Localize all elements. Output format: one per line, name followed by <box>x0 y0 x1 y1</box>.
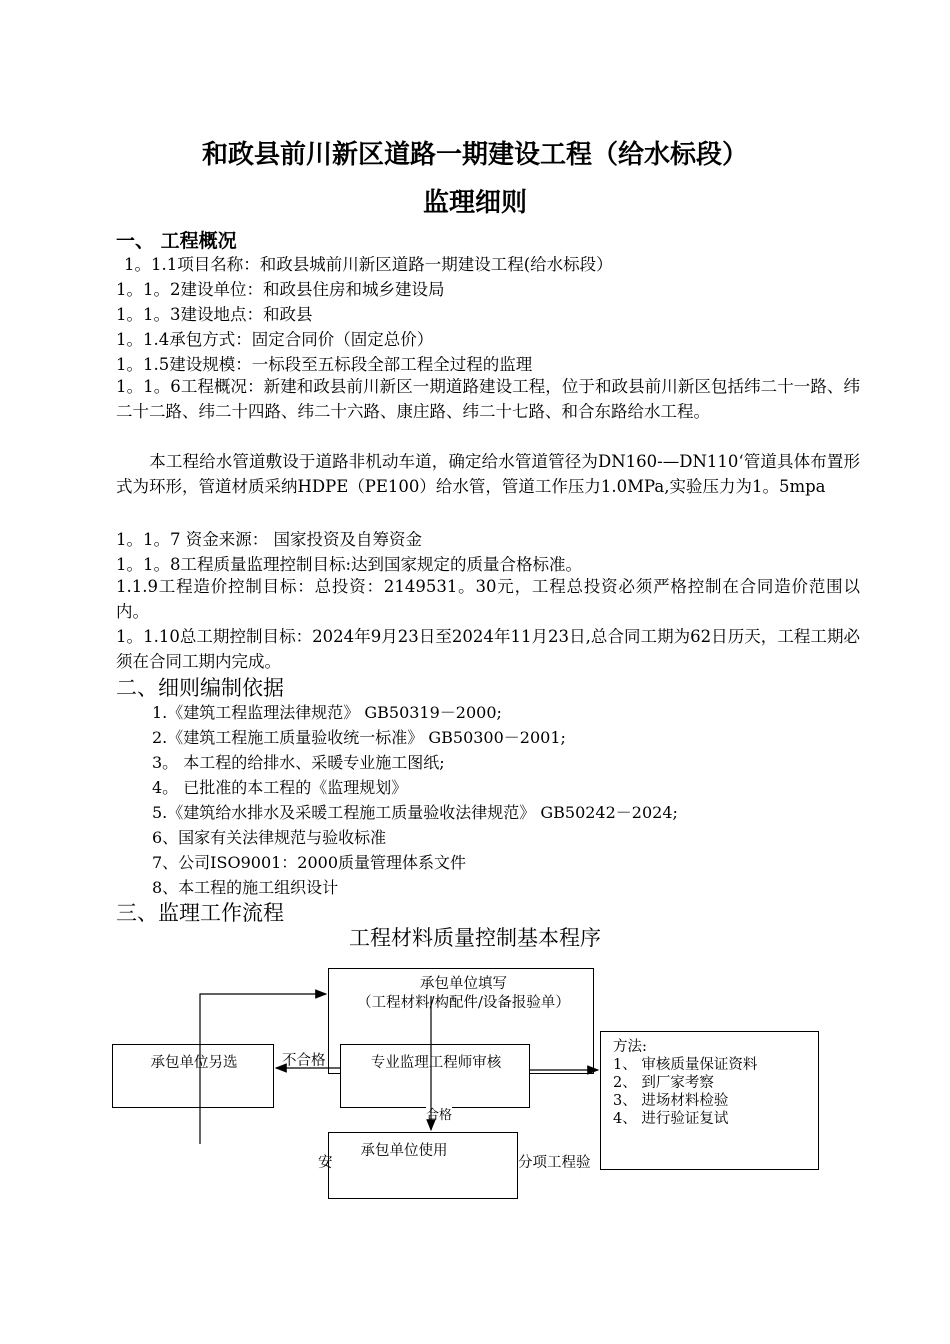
scale-line: 1。1.5建设规模：一标段至五标段全部工程全过程的监理 <box>116 355 533 374</box>
engineer-review-text: 专业监理工程师审核 <box>370 1055 502 1071</box>
basis-item: 5.《建筑给水排水及采暖工程施工质量验收法律规范》 GB50242－2024; <box>152 803 678 822</box>
section-heading-overview: 一、 工程概况 <box>116 230 237 252</box>
basis-item: 3。 本工程的给排水、采暖专业施工图纸; <box>152 753 445 772</box>
cost-target-paragraph: 1.1.9工程造价控制目标：总投资：2149531。30元，工程总投资必须严格控制在合同造价范围以内。 <box>116 577 860 621</box>
methods-title: 方法: <box>613 1039 647 1055</box>
schedule-target-paragraph: 1。1.10总工期控制目标：2024年9月23日至2024年11月23日,总合同工期为62日历天，工程工期必须在合同工期内完成。 <box>116 627 860 671</box>
quality-target-line: 1。1。8工程质量监理控制目标:达到国家规定的质量合格标准。 <box>116 555 583 574</box>
project-name-line: 1。1.1项目名称：和政县城前川新区道路一期建设工程(给水标段） <box>124 255 613 274</box>
owner-line: 1。1。2建设单位：和政县住房和城乡建设局 <box>116 280 445 299</box>
contractor-reselect-text: 承包单位另选 <box>150 1055 238 1071</box>
section-heading-basis: 二、细则编制依据 <box>116 676 284 700</box>
contract-type-line: 1。1.4承包方式：固定合同价（固定总价） <box>116 330 434 349</box>
fill-form-text: 承包单位填写 （工程材料/构配件/设备报验单） <box>357 976 570 1011</box>
document-subtitle: 监理细则 <box>422 188 527 218</box>
funding-line: 1。1。7 资金来源： 国家投资及自筹资金 <box>116 530 422 549</box>
basis-item: 7、公司ISO9001：2000质量管理体系文件 <box>152 853 467 872</box>
basis-item: 6、国家有关法律规范与验收标准 <box>152 828 387 847</box>
subitem-acceptance-label: 分项工程验 <box>518 1155 591 1171</box>
contractor-use-text: 承包单位使用 <box>360 1143 448 1159</box>
method-item: 3、 进场材料检验 <box>613 1093 729 1109</box>
reselect-return-arrow <box>200 994 326 1144</box>
method-item: 2、 到厂家考察 <box>613 1075 714 1091</box>
pipe-paragraph: 本工程给水管道敷设于道路非机动车道，确定给水管道管径为DN160-—DN110‘管道具体布置形式为环形，管道材质采纳HDPE（PE100）给水管，管道工作压力1.0MPa,实验压力为1。5mpa <box>116 452 860 496</box>
basis-item: 8、本工程的施工组织设计 <box>152 878 339 897</box>
method-item: 1、 审核质量保证资料 <box>613 1057 758 1073</box>
basis-item: 1.《建筑工程监理法律规范》 GB50319－2000; <box>152 703 502 722</box>
flowchart-title: 工程材料质量控制基本程序 <box>349 926 601 950</box>
overview-paragraph: 1。1。6工程概况：新建和政县前川新区一期道路建设工程，位于和政县前川新区包括纬二十一路、纬二十二路、纬二十四路、纬二十六路、康庄路、纬二十七路、和合东路给水工程。 <box>116 377 860 421</box>
location-line: 1。1。3建设地点：和政县 <box>116 305 313 324</box>
basis-item: 4。 已批准的本工程的《监理规划》 <box>152 778 408 797</box>
section-heading-workflow: 三、监理工作流程 <box>116 901 284 925</box>
basis-item: 2.《建筑工程施工质量验收统一标准》 GB50300－2001; <box>152 728 566 747</box>
method-item: 4、 进行验证复试 <box>613 1111 729 1127</box>
install-label: 安 <box>318 1155 333 1171</box>
fail-label: 不合格 <box>282 1049 326 1070</box>
pass-label: 合格 <box>426 1104 452 1123</box>
document-title: 和政县前川新区道路一期建设工程（给水标段） <box>201 140 748 170</box>
